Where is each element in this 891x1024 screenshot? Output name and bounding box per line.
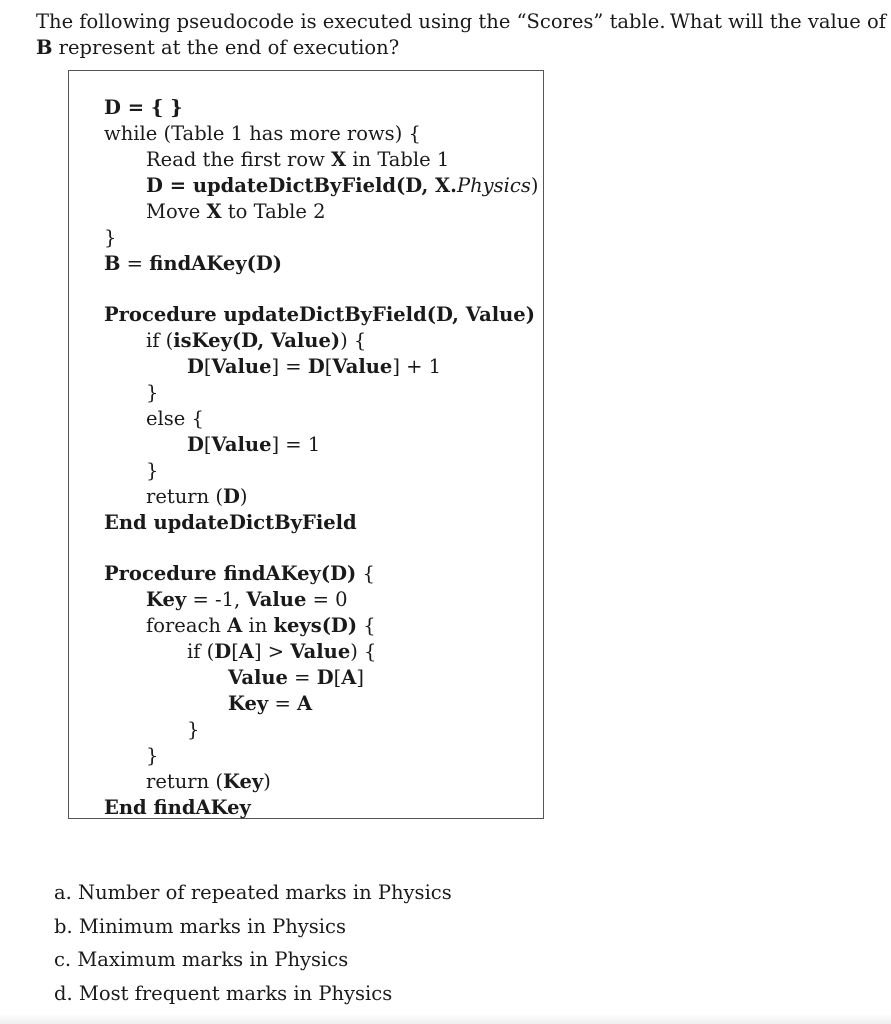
option-a[interactable] [54,880,452,914]
bottom-shadow [0,1014,891,1024]
code-line: while (Table 1 has more rows) { [104,122,421,145]
option-letter: b. [54,914,73,938]
code-line: if (D[A] > Value) { [187,640,377,663]
question-line-2 [36,35,886,61]
question-line-1-right: What will the value of [669,10,886,33]
code-line: else { [146,407,204,430]
option-letter: a. [54,881,72,904]
option-text: Minimum marks in Physics [78,914,346,938]
code-line: } [146,459,159,482]
code-line: Value = D[A] [228,666,364,689]
code-line: } [146,381,159,404]
question-line-1 [36,9,886,35]
code-line: } [104,226,117,249]
option-letter: d. [54,981,73,1005]
code-line: B = findAKey(D) [104,252,282,275]
code-line: return (D) [146,485,248,508]
code-line: D[Value] = 1 [187,433,321,456]
question-line-1-left: The following pseudocode is executed using the “Scores” table. [36,10,666,33]
option-text: Most frequent marks in Physics [78,981,393,1005]
code-line: Procedure updateDictByField(D, Value) [104,303,535,326]
code-line: } [187,718,200,741]
option-b[interactable] [54,914,452,948]
code-line: Procedure findAKey(D) { [104,562,375,585]
code-line: Key = A [228,692,313,715]
option-text: Number of repeated marks in Physics [78,881,452,904]
answer-options [54,880,452,1014]
code-line: } [146,744,159,767]
option-c[interactable] [54,947,452,981]
code-line: D[Value] = D[Value] + 1 [187,355,442,378]
code-line: End findAKey [104,796,251,819]
code-line: if (isKey(D, Value)) { [146,329,367,352]
code-line: Move X to Table 2 [146,200,326,223]
question-text [36,9,886,61]
code-line: Read the first row X in Table 1 [146,148,450,171]
code-line: End updateDictByField [104,511,357,534]
pseudocode-box [68,70,544,819]
code-line: D = updateDictByField(D, X.Physics) [146,174,539,197]
code-line: Key = -1, Value = 0 [146,588,348,611]
question-variable-b: B [36,36,53,59]
option-text: Maximum marks in Physics [77,948,349,971]
code-line: foreach A in keys(D) { [146,614,376,637]
question-line-2-rest: represent at the end of execution? [52,36,400,59]
option-d[interactable] [54,981,452,1015]
option-letter: c. [54,948,72,971]
code-line: D = { } [104,96,183,119]
code-line: return (Key) [146,770,271,793]
